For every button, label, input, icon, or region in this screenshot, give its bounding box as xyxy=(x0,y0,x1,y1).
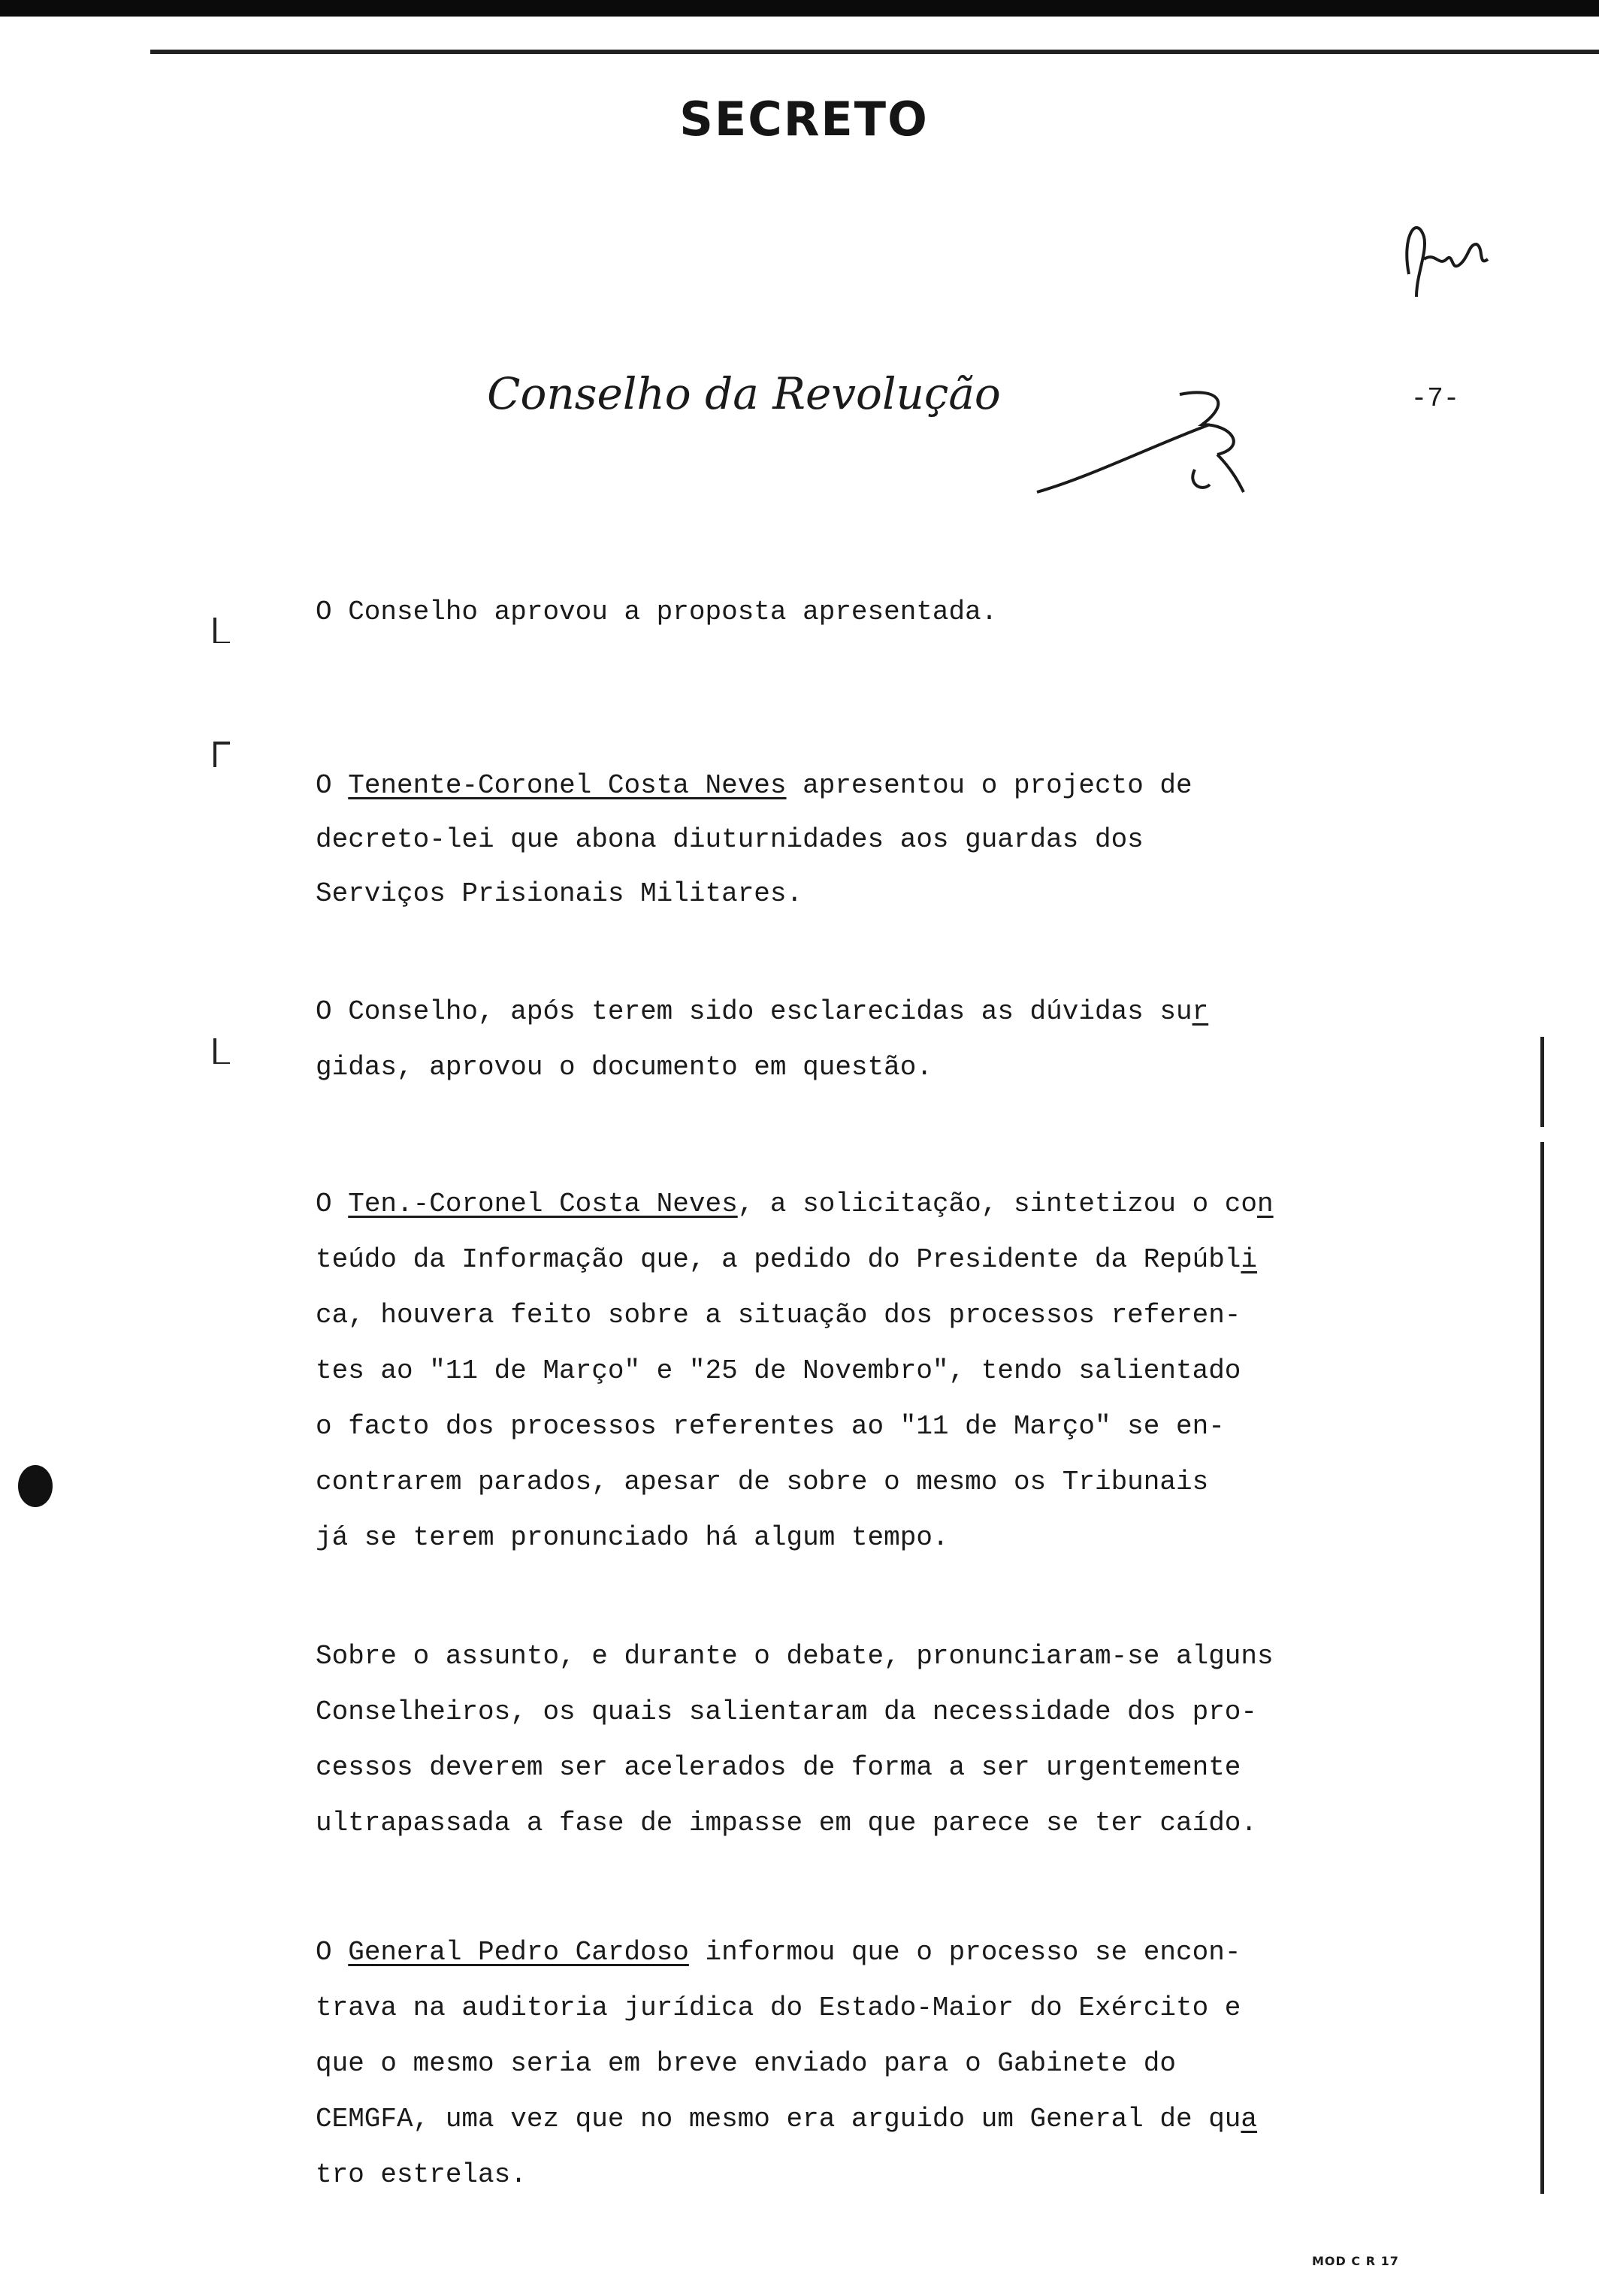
text-line xyxy=(316,1343,1488,1399)
text-run: i xyxy=(1241,1244,1258,1275)
text-run: já se terem pronunciado há algum tempo. xyxy=(316,1522,949,1553)
text-line xyxy=(316,867,1488,921)
scan-top-band xyxy=(0,0,1599,17)
punch-hole xyxy=(18,1465,53,1507)
paragraph-processes-summary xyxy=(316,1177,1488,1566)
signature-scribble xyxy=(1029,379,1255,507)
form-code: MOD C R 17 xyxy=(1312,2254,1399,2268)
text-run: Sobre o assunto, e durante o debate, pronunciaram-se alguns xyxy=(316,1641,1274,1672)
text-run: cessos deverem ser acelerados de forma a ser urgentemente xyxy=(316,1752,1241,1783)
text-run: ultrapassada a fase de impasse em que parece se ter caído. xyxy=(316,1808,1258,1838)
text-line xyxy=(316,2036,1488,2092)
text-run: teúdo da Informação que, a pedido do Presidente da Repúbl xyxy=(316,1244,1241,1275)
scan-edge-line xyxy=(1540,1142,1544,2194)
secret-stamp: SECRETO xyxy=(679,92,929,147)
handwritten-initials xyxy=(1394,207,1499,312)
text-run: O Conselho aprovou a proposta apresentada. xyxy=(316,597,998,627)
text-line xyxy=(316,1510,1488,1566)
text-run: n xyxy=(1257,1189,1274,1219)
text-line xyxy=(316,1796,1488,1851)
text-run: O Conselho, após terem sido esclarecidas as dúvidas su xyxy=(316,996,1192,1027)
text-run: r xyxy=(1192,996,1209,1027)
paragraph-general-report xyxy=(316,1925,1488,2203)
text-line xyxy=(316,1455,1488,1510)
text-run: O xyxy=(316,770,349,801)
text-line xyxy=(316,1399,1488,1455)
text-line xyxy=(316,813,1488,867)
text-line xyxy=(316,1925,1488,1980)
text-line xyxy=(316,759,1488,813)
text-line xyxy=(316,1232,1488,1288)
text-run: CEMGFA, uma vez que no mesmo era arguido um General de qu xyxy=(316,2104,1241,2134)
text-line xyxy=(316,2092,1488,2147)
text-line xyxy=(316,1980,1488,2036)
text-run: tro estrelas. xyxy=(316,2159,527,2190)
text-run: O xyxy=(316,1937,349,1968)
text-line xyxy=(316,1177,1488,1232)
text-run: Serviços Prisionais Militares. xyxy=(316,878,803,909)
text-run: informou que o processo se encon- xyxy=(688,1937,1241,1968)
text-run: tes ao "11 de Março" e "25 de Novembro", tendo salientado xyxy=(316,1355,1241,1386)
text-line xyxy=(316,1288,1488,1343)
text-run: Conselheiros, os quais salientaram da necessidade dos pro- xyxy=(316,1696,1258,1727)
text-run: decreto-lei que abona diuturnidades aos guardas dos xyxy=(316,824,1144,855)
text-line xyxy=(316,2147,1488,2203)
header-rule xyxy=(150,50,1599,54)
text-line xyxy=(316,1040,1488,1095)
paragraph-decree-project xyxy=(316,759,1488,921)
margin-corner-mark xyxy=(212,1037,230,1064)
text-run: apresentou o projecto de xyxy=(786,770,1192,801)
text-run: O xyxy=(316,1189,349,1219)
text-run: a xyxy=(1241,2104,1258,2134)
person-name: Tenente-Coronel Costa Neves xyxy=(348,770,787,801)
paragraph-debate xyxy=(316,1629,1488,1851)
text-run: gidas, aprovou o documento em questão. xyxy=(316,1052,932,1083)
page-number: -7- xyxy=(1410,383,1460,414)
text-run: contrarem parados, apesar de sobre o mesmo os Tribunais xyxy=(316,1467,1209,1497)
text-line xyxy=(316,1684,1488,1740)
person-name: General Pedro Cardoso xyxy=(348,1937,689,1968)
text-line xyxy=(316,585,1488,640)
margin-corner-mark xyxy=(212,740,230,767)
text-run: o facto dos processos referentes ao "11 de Março" se en- xyxy=(316,1411,1225,1442)
text-run: , a solicitação, sintetizou o co xyxy=(737,1189,1258,1219)
paragraph-decree-approval xyxy=(316,984,1488,1095)
margin-corner-mark xyxy=(212,616,230,643)
letterhead-title: Conselho da Revolução xyxy=(487,368,1001,419)
scan-edge-line xyxy=(1540,1037,1544,1127)
text-run: que o mesmo seria em breve enviado para o Gabinete do xyxy=(316,2048,1176,2079)
text-run: trava na auditoria jurídica do Estado-Maior do Exército e xyxy=(316,1992,1241,2023)
person-name: Ten.-Coronel Costa Neves xyxy=(348,1189,738,1219)
text-line xyxy=(316,1629,1488,1684)
text-run: ca, houvera feito sobre a situação dos processos referen- xyxy=(316,1300,1241,1331)
text-line xyxy=(316,1740,1488,1796)
text-line xyxy=(316,984,1488,1040)
paragraph-approval xyxy=(316,585,1488,640)
